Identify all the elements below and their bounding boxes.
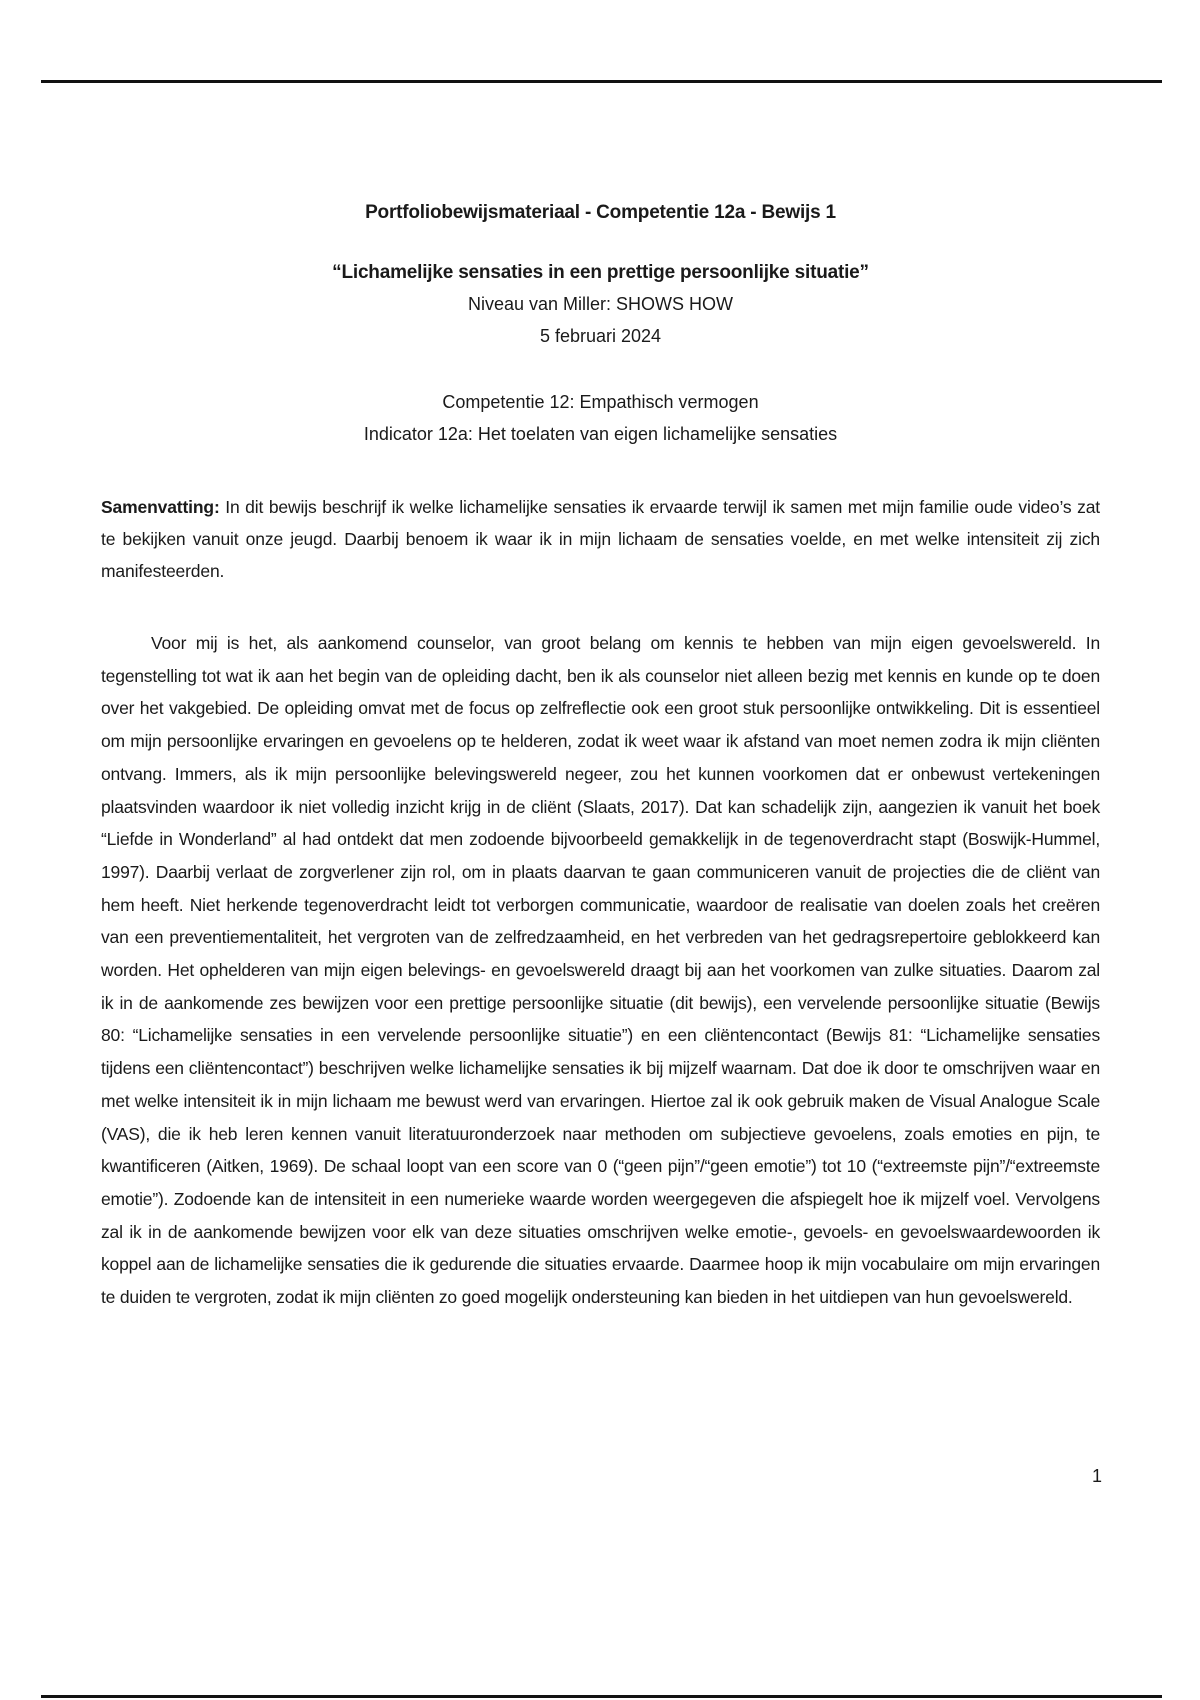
page-content xyxy=(101,200,1100,1314)
body-paragraph: Voor mij is het, als aankomend counselor, van groot belang om kennis te hebben van mijn eigen gevoelswereld. In tegenstelling tot wat ik aan het begin van de opleiding dacht, ben ik als counselor niet alleen bezig met kennis en kunde op te doen over het vakgebied. De opleiding omvat met de focus op zelfreflectie ook een groot stuk persoonlijke ontwikkeling. Dit is essentieel om mijn persoonlijke ervaringen en gevoelens op te helderen, zodat ik weet waar ik afstand van moet nemen zodra ik mijn cliënten ontvang. Immers, als ik mijn persoonlijke belevingswereld negeer, zou het kunnen voorkomen dat er onbewust vertekeningen plaatsvinden waardoor ik niet volledig inzicht krijg in de cliënt (Slaats, 2017). Dat kan schadelijk zijn, aangezien ik vanuit het boek “Liefde in Wonderland” al had ontdekt dat men zodoende bijvoorbeeld gemakkelijk in de tegenoverdracht stapt (Boswijk-Hummel, 1997). Daarbij verlaat de zorgverlener zijn rol, om in plaats daarvan te gaan communiceren vanuit de projecties die de cliënt van hem heeft. Niet herkende tegenoverdracht leidt tot verborgen communicatie, waardoor de realisatie van doelen zoals het creëren van een preventiementaliteit, het vergroten van de zelfredzaamheid, en het verbreden van het gedragsrepertoire geblokkeerd kan worden. Het ophelderen van mijn eigen belevings- en gevoelswereld draagt bij aan het voorkomen van zulke situaties. Daarom zal ik in de aankomende zes bewijzen voor een prettige persoonlijke situatie (dit bewijs), een vervelende persoonlijke situatie (Bewijs 80: “Lichamelijke sensaties in een vervelende persoonlijke situatie”) en een cliëntencontact (Bewijs 81: “Lichamelijke sensaties tijdens een cliëntencontact”) beschrijven welke lichamelijke sensaties ik bij mijzelf waarnam. Dat doe ik door te omschrijven waar en met welke intensiteit ik in mijn lichaam me bewust werd van ervaringen. Hiertoe zal ik ook gebruik maken de Visual Analogue Scale (VAS), die ik heb leren kennen vanuit literatuuronderzoek naar methoden om subjectieve gevoelens, zoals emoties en pijn, te kwantificeren (Aitken, 1969). De schaal loopt van een score van 0 (“geen pijn”/“geen emotie”) tot 10 (“extreemste pijn”/“extreemste emotie”). Zodoende kan de intensiteit in een numerieke waarde worden weergegeven die afspiegelt hoe ik mijzelf voel. Vervolgens zal ik in de aankomende bewijzen voor elk van deze situaties omschrijven welke emotie-, gevoels- en gevoelswaardewoorden ik koppel aan de lichamelijke sensaties die ik gedurende die situaties ervaarde. Daarmee hoop ik mijn vocabulaire om mijn ervaringen te duiden te vergroten, zodat ik mijn cliënten zo goed mogelijk ondersteuning kan bieden in het uitdiepen van hun gevoelswereld. xyxy=(101,633,1100,1308)
summary-text: In dit bewijs beschrijf ik welke lichamelijke sensaties ik ervaarde terwijl ik samen met mijn familie oude video’s zat te bekijken vanuit onze jeugd. Daarbij benoem ik waar ik in mijn lichaam de sensaties voelde, en met welke intensiteit zij zich manifesteerden. xyxy=(101,497,1100,581)
document-date: 5 februari 2024 xyxy=(539,326,662,346)
miller-level: Niveau van Miller: SHOWS HOW xyxy=(467,294,734,314)
summary-label: Samenvatting: xyxy=(101,497,220,517)
footer-rule xyxy=(41,1695,1162,1698)
competence-line: Competentie 12: Empathisch vermogen xyxy=(442,392,759,412)
summary-paragraph xyxy=(101,491,1100,587)
indicator-line: Indicator 12a: Het toelaten van eigen lichamelijke sensaties xyxy=(363,424,838,444)
document-title: Portfoliobewijsmateriaal - Competentie 12a - Bewijs 1 xyxy=(365,202,836,223)
header-rule xyxy=(41,80,1162,83)
document-subtitle: “Lichamelijke sensaties in een prettige persoonlijke situatie” xyxy=(332,262,869,283)
page-number: 1 xyxy=(1091,1466,1102,1486)
